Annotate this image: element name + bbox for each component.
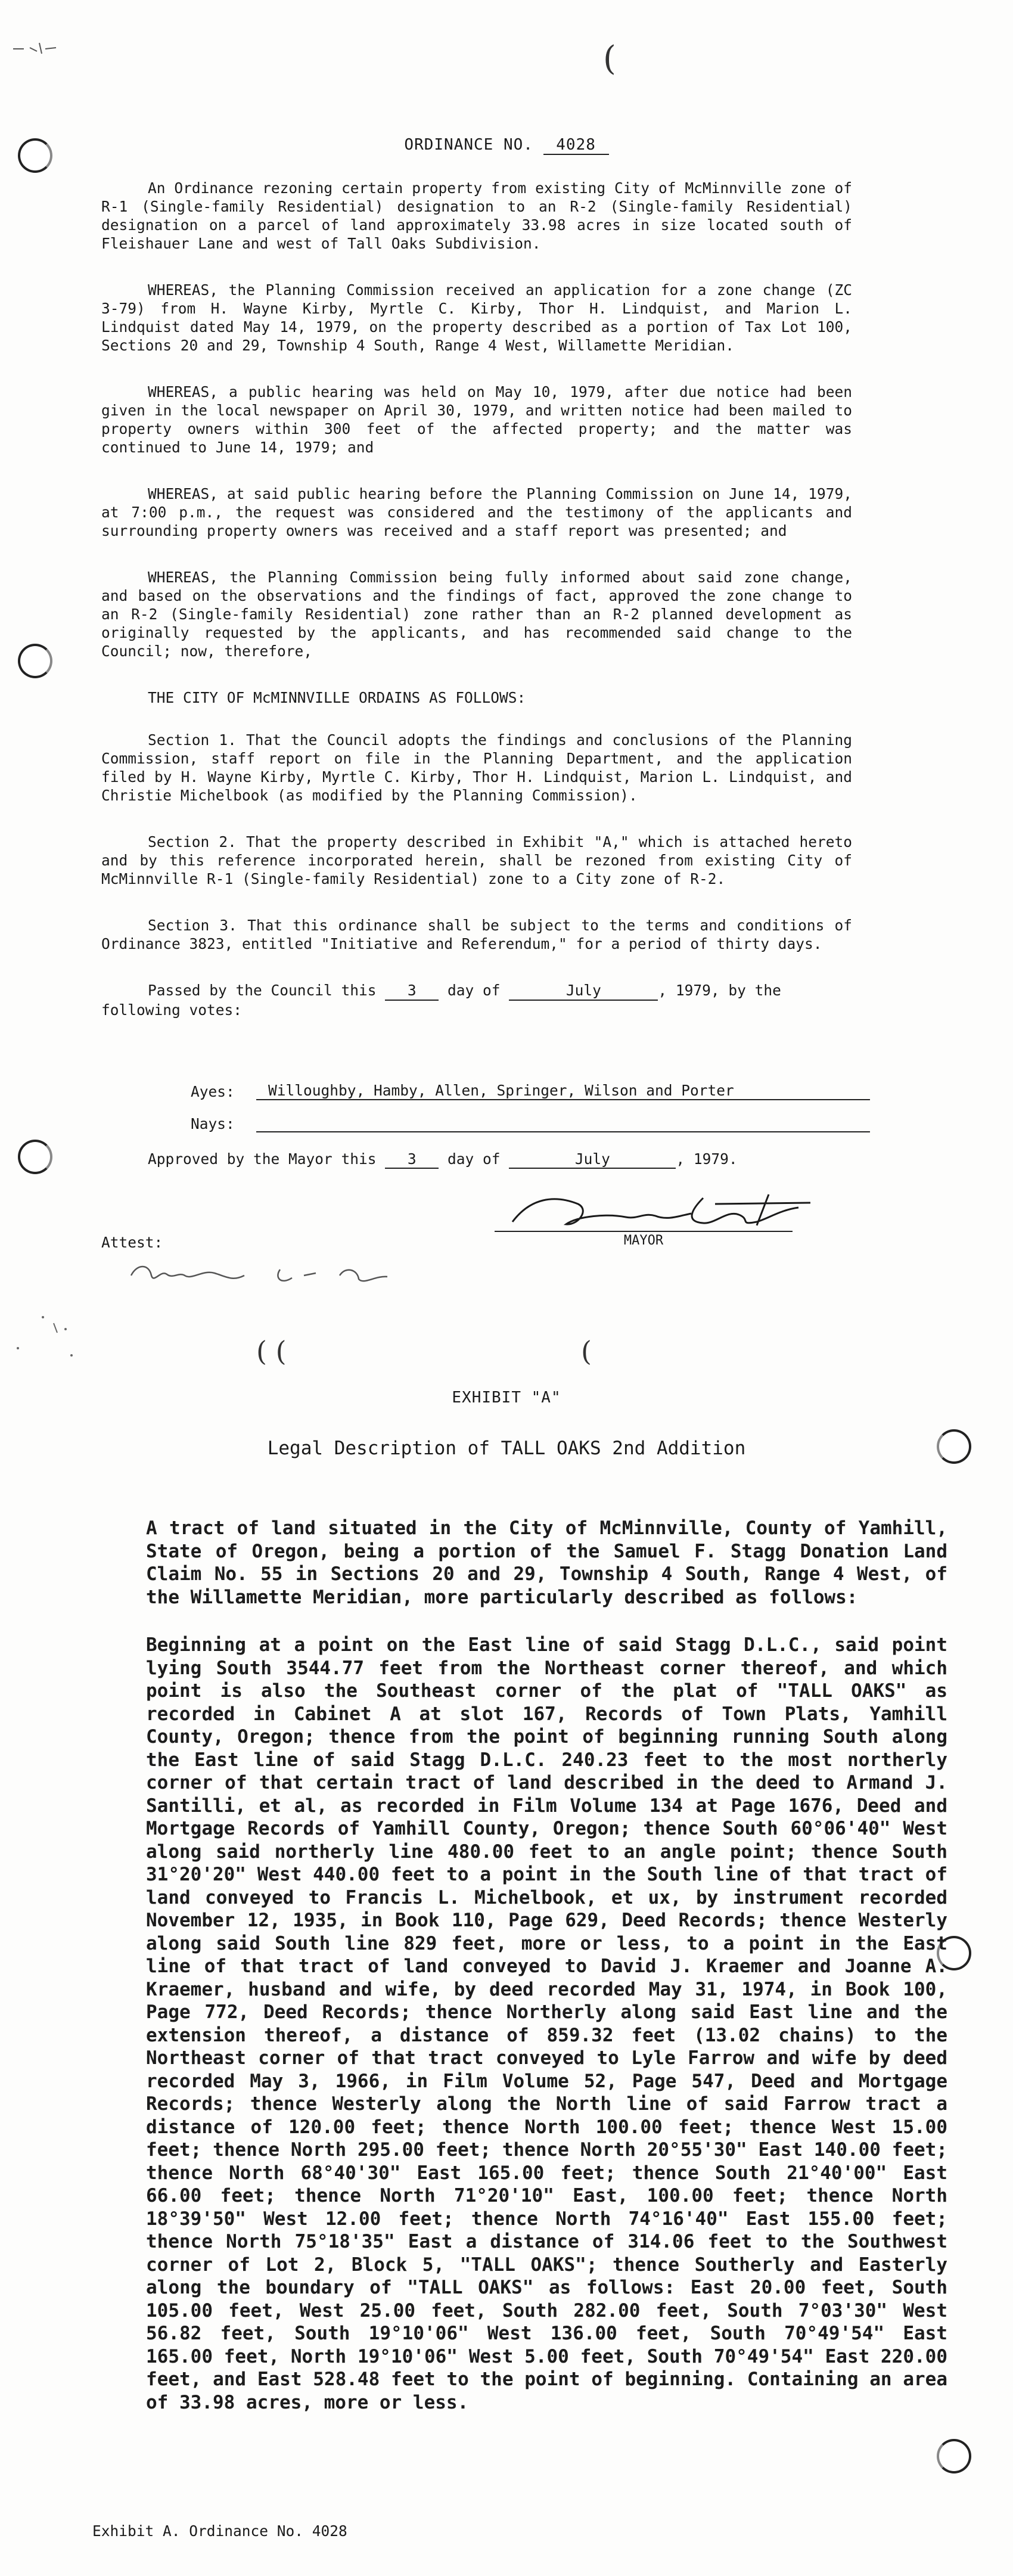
scan-mark-icon: ( (603, 39, 616, 78)
approved-year: , 1979. (676, 1150, 738, 1168)
section-paragraph: Section 2. That the property described in Exhibit "A," which is attached hereto and by this reference incorporated herein, shall be rezoned from existing City of McMinnville R-1 (Single-family Residential) zone to a City zone of R-2. (101, 833, 852, 887)
whereas-paragraph: WHEREAS, a public hearing was held on May 10, 1979, after due notice had been given in the local newspaper on April 30, 1979, and written notice had been mailed to property owners within 300 feet of the affected property; and the matter was continued to June 14, 1979; and (101, 383, 852, 456)
legal-description-body (146, 1517, 947, 2439)
scan-smudge-icon (12, 36, 60, 60)
ordinance-title (0, 136, 1013, 155)
legal-description-title: Legal Description of TALL OAKS 2nd Addition (267, 1438, 746, 1459)
ordinance-title-prefix: ORDINANCE NO. (404, 136, 533, 154)
approved-day: 3 (385, 1150, 439, 1169)
section-paragraph: Section 1. That the Council adopts the findings and conclusions of the Planning Commission, staff report on file in the Planning Department, and the application filed by H. Wayne Kirby, Myrtle C. Kirby, Thor H. Lindquist, Marion L. Lindquist, and Christie Michelbook (as modified by the Planning Commission). (101, 731, 852, 804)
section-paragraph: Section 3. That this ordinance shall be subject to the terms and conditions of Ordinance 3823, entitled "Initiative and Referendum," for a period of thirty days. (101, 917, 852, 952)
whereas-paragraph: WHEREAS, at said public hearing before the Planning Commission on June 14, 1979, at 7:00 p.m., the request was considered and the testimony of the applicants and surrounding property owners was received and a staff report was presented; and (101, 485, 852, 539)
nays-row (191, 1111, 870, 1132)
nays-value (256, 1131, 870, 1132)
scan-smudge-icon (6, 1311, 89, 1365)
whereas-paragraph: WHEREAS, the Planning Commission received an application for a zone change (ZC 3-79) from H. Wayne Kirby, Myrtle C. Kirby, Thor H. Lindquist, and Marion L. Lindquist dated May 14, 1979, on the property described as a portion of Tax Lot 100, Sections 20 and 29, Township 4 South, Range 4 West, Willamette Meridian. (101, 281, 852, 354)
passed-year: , 1979, by the (658, 982, 781, 999)
scan-mark-icon: ( (581, 1335, 592, 1367)
mayor-signature-icon (489, 1186, 822, 1234)
passed-prefix: Passed by the Council this (148, 982, 377, 999)
legal-paragraph: A tract of land situated in the City of McMinnville, County of Yamhill, State of Oregon, being a portion of the Samuel F. Stagg Donation Land Claim No. 55 in Sections 20 and 29, Township 4 South, Range 4 West, of the Willamette Meridian, more particularly described as follows: (146, 1517, 947, 1608)
punch-hole-icon (937, 2439, 971, 2473)
footer-label: Exhibit A. Ordinance No. 4028 (92, 2522, 347, 2540)
passed-day: 3 (385, 981, 439, 1001)
approved-prefix: Approved by the Mayor this (148, 1150, 377, 1168)
ayes-row (191, 1079, 870, 1100)
punch-hole-icon (18, 1140, 52, 1174)
passed-day-of: day of (448, 982, 501, 999)
approved-month: July (509, 1150, 676, 1169)
attest-label: Attest: (101, 1234, 163, 1251)
exhibit-heading: EXHIBIT "A" (452, 1389, 561, 1407)
ayes-value: Willoughby, Hamby, Allen, Springer, Wilson and Porter (256, 1082, 870, 1100)
approved-line (148, 1150, 738, 1169)
legal-paragraph: Beginning at a point on the East line of said Stagg D.L.C., said point lying South 3544.77 feet from the Northeast corner thereof, and which point is also the Southeast corner of the plat of "TALL OAKS" as recorded in Cabinet A at slot 167, Records of Town Plats, Yamhill County, Oregon; thence from the point of beginning running South along the East line of said Stagg D.L.C. 240.23 feet to the most northerly corner of that certain tract of land described in the deed to Armand J. Santilli, et al, as recorded in Film Volume 134 at Page 1676, Deed and Mortgage Records of Yamhill County, Oregon; thence South 60°06'40" West along said northerly line 480.00 feet to an angle point; thence South 31°20'20" West 440.00 feet to a point in the South line of that tract of land conveyed to Francis L. Michelbook, et ux, by instrument recorded November 12, 1935, in Book 110, Page 629, Deed Records; thence Westerly along said South line 829 feet, more or less, to a point in the East line of that tract of land conveyed to David J. Kraemer and Joanne A. Kraemer, husband and wife, by deed recorded May 31, 1974, in Book 100, Page 772, Deed Records; thence Northerly along said East line and the extension thereof, a distance of 859.32 feet (13.02 chains) to the Northeast corner of that tract conveyed to Lyle Farrow and wife by deed recorded May 3, 1966, in Film Volume 52, Page 547, Deed and Mortgage Records; thence Westerly along the North line of said Farrow tract a distance of 120.00 feet; thence North 100.00 feet; thence West 15.00 feet; thence North 295.00 feet; thence North 20°55'30" East 140.00 feet; thence North 68°40'30" East 165.00 feet; thence South 21°40'00" East 66.00 feet; thence North 71°20'10" East, 100.00 feet; thence North 18°39'50" West 12.00 feet; thence North 74°16'40" East 155.00 feet; thence North 75°18'35" East a distance of 314.06 feet to the Southwest corner of Lot 2, Block 5, "TALL OAKS"; thence Southerly and Easterly along the boundary of "TALL OAKS" as follows: East 20.00 feet, South 105.00 feet, West 25.00 feet, South 282.00 feet, South 7°03'30" West 56.82 feet, South 19°10'06" West 136.00 feet, South 70°49'54" East 165.00 feet, North 19°10'06" West 5.00 feet, South 70°49'54" East 220.00 feet, and East 528.48 feet to the point of beginning. Containing an area of 33.98 acres, more or less. (146, 1634, 947, 2413)
preamble-paragraph: An Ordinance rezoning certain property from existing City of McMinnville zone of R-1 (Single-family Residential) designation to an R-2 (Single-family Residential) designation on a parcel of land approximately 33.98 acres in size located south of Fleishauer Lane and west of Tall Oaks Subdivision. (101, 179, 852, 252)
passed-month: July (509, 981, 658, 1001)
ayes-label: Ayes: (191, 1083, 235, 1100)
passed-following-votes: following votes: (101, 1001, 243, 1019)
votes-block (191, 1079, 870, 1143)
passed-paragraph (101, 981, 852, 1019)
whereas-paragraph: WHEREAS, the Planning Commission being fully informed about said zone change, and based on the observations and the findings of fact, approved the zone change to an R-2 (Single-family Residential) zone rather than an R-2 planned development as originally requested by the applicants, and has recommended said change to the Council; now, therefore, (101, 569, 852, 660)
ordinance-body (101, 179, 852, 1031)
ordinance-number: 4028 (543, 136, 609, 155)
punch-hole-icon (18, 644, 52, 678)
approved-day-of: day of (448, 1150, 501, 1168)
attest-signature-icon (125, 1252, 411, 1299)
ordains-heading: THE CITY OF McMINNVILLE ORDAINS AS FOLLOWS: (148, 689, 526, 706)
nays-label: Nays: (191, 1115, 235, 1132)
mayor-label: MAYOR (495, 1231, 793, 1248)
scan-mark-icon: ( ( (256, 1335, 287, 1367)
